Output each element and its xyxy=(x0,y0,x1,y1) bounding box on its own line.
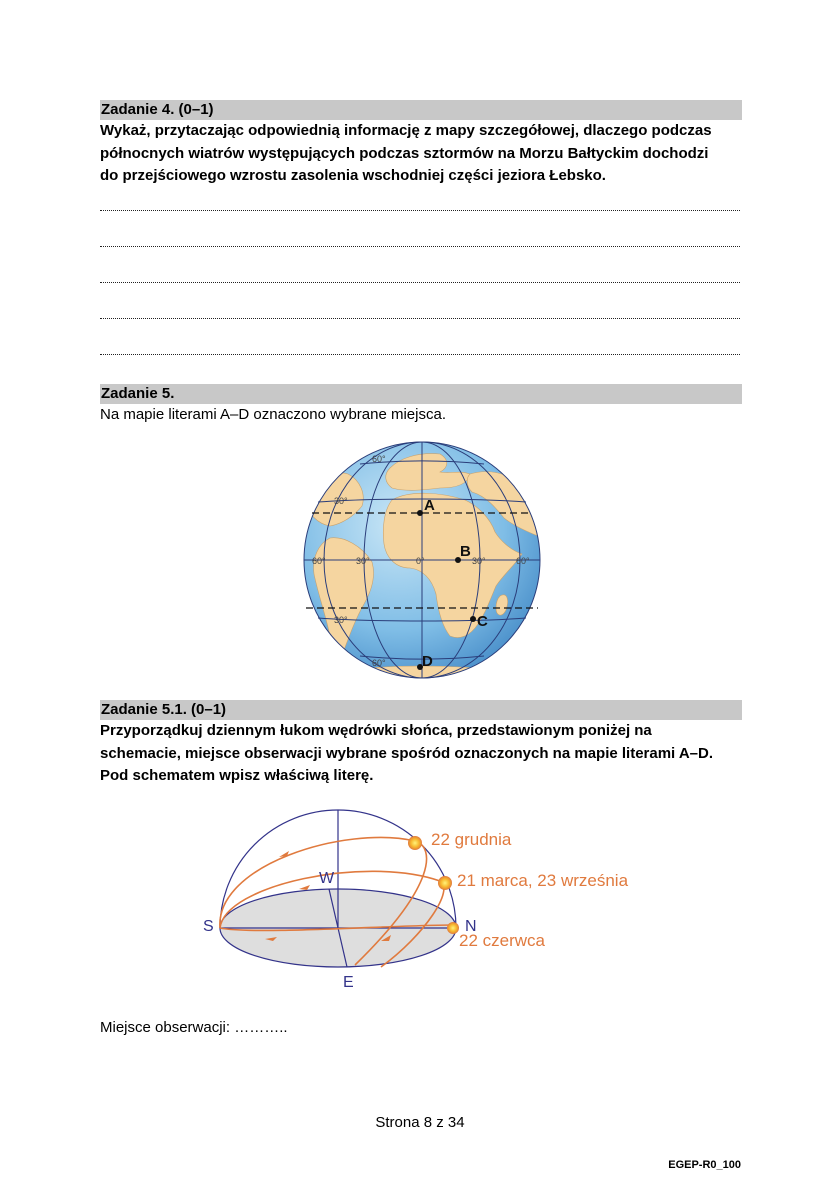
label-b: B xyxy=(460,543,471,560)
lon-label-60w: 60° xyxy=(312,556,326,566)
dir-e: E xyxy=(343,974,354,991)
answer-line-2[interactable] xyxy=(100,246,740,247)
dir-w: W xyxy=(319,870,335,887)
point-c xyxy=(470,616,476,622)
task51-question-line: Przyporządkuj dziennym łukom wędrówki słońca, przedstawionym poniżej na xyxy=(100,722,652,739)
answer-line-1[interactable] xyxy=(100,210,740,211)
lat-label-60s: 60° xyxy=(372,658,386,668)
sun-icon-dec xyxy=(408,836,422,850)
label-c: C xyxy=(477,613,488,630)
lat-label-60n: 60° xyxy=(372,454,386,464)
label-22-grudnia: 22 grudnia xyxy=(431,830,512,849)
task51-question xyxy=(100,720,745,788)
page-number: Strona 8 z 34 xyxy=(375,1114,465,1131)
sun-icon-equinox xyxy=(438,876,452,890)
lon-label-0: 0° xyxy=(416,556,425,566)
answer-line-3[interactable] xyxy=(100,282,740,283)
task4-question-line: północnych wiatrów występujących podczas sztormów na Morzu Bałtyckim dochodzi xyxy=(100,144,709,162)
task4-header: Zadanie 4. (0–1) xyxy=(100,100,742,120)
globe-map xyxy=(300,440,545,680)
answer-prompt[interactable]: Miejsce obserwacji: ……….. xyxy=(100,1019,288,1036)
task51-header: Zadanie 5.1. (0–1) xyxy=(100,700,742,720)
label-22-czerwca: 22 czerwca xyxy=(459,931,545,950)
lon-label-60e: 60° xyxy=(516,556,530,566)
lat-label-30s: 30° xyxy=(334,615,348,625)
task4-question-line: do przejściowego wzrostu zasolenia wschodniej części jeziora Łebsko. xyxy=(100,167,606,184)
task4-question-line: Wykaż, przytaczając odpowiednią informację z mapy szczegółowej, dlaczego podczas xyxy=(100,122,712,139)
lon-label-30w: 30° xyxy=(356,556,370,566)
task51-question-line: Pod schematem wpisz właściwą literę. xyxy=(100,767,374,784)
task4-question xyxy=(100,120,745,188)
answer-line-4[interactable] xyxy=(100,318,740,319)
lon-label-30e: 30° xyxy=(472,556,486,566)
sun-icon-jun xyxy=(447,922,459,934)
arrow-eq xyxy=(299,885,310,890)
label-equinox: 21 marca, 23 września xyxy=(457,871,629,890)
exam-code: EGEP-R0_100 xyxy=(668,1159,741,1171)
point-a xyxy=(417,510,423,516)
label-d: D xyxy=(422,653,433,670)
task5-intro: Na mapie literami A–D oznaczono wybrane miejsca. xyxy=(100,406,446,423)
task5-header: Zadanie 5. xyxy=(100,384,742,404)
lat-label-30n: 30° xyxy=(334,496,348,506)
label-a: A xyxy=(424,497,435,514)
answer-line-5[interactable] xyxy=(100,354,740,355)
dir-n: N xyxy=(465,918,477,935)
task51-question-line: schemacie, miejsce obserwacji wybrane spośród oznaczonych na mapie literami A–D. xyxy=(100,744,714,762)
dir-s: S xyxy=(203,918,214,935)
sun-path-diagram xyxy=(195,805,645,995)
